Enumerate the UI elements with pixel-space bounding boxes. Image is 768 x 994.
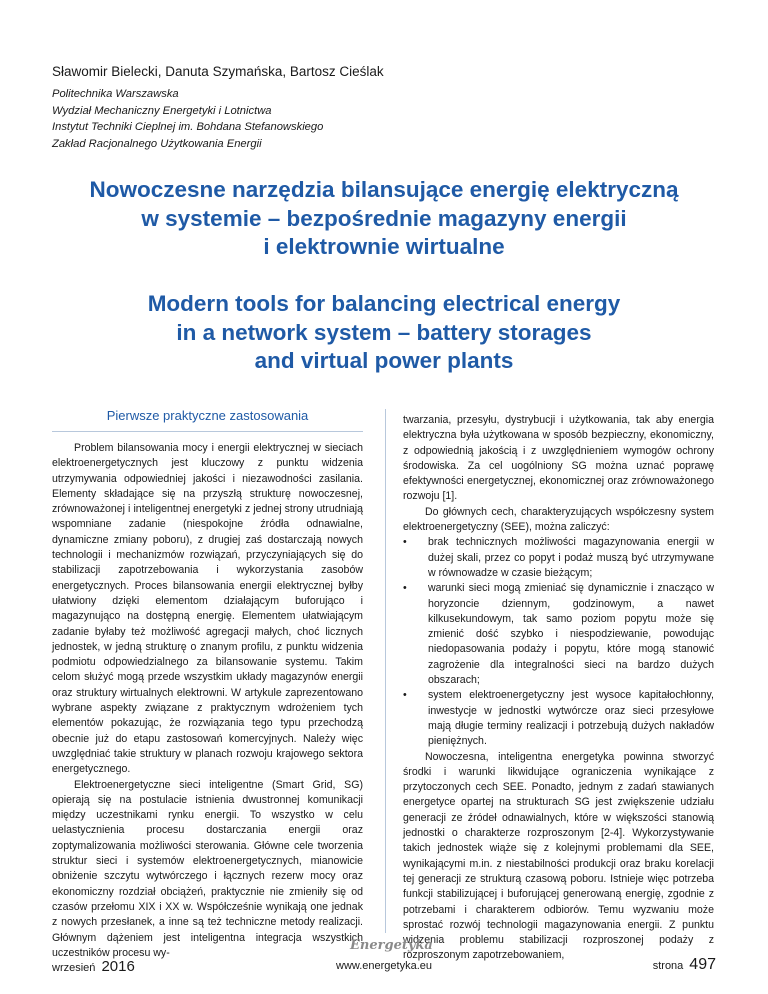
paragraph: Nowoczesna, inteligentna energetyka powinna stworzyć środki i warunki likwidujące ograniczenia wynikające z przytoczonych cech SEE. Ponadto, jednym z zadań stawianych energetyce opartej na strukturach SG jest zwiększenie udziału generacji ze źródeł odnawialnych, które w większości stanowią jednostki o charakterze rozproszonym [2-4]. Wykorzystywanie takich jednostek wiąże się z kolejnymi problemami dla SEE, wynikającymi m.in. z niestabilności produkcji oraz braku korelacji tej generacji ze strukturą czasową poboru. Istnieje więc potrzeba funkcji stabilizującej i buforującej generowaną energię, zgodnie z potrzebami i charakterem odbiorów. Temu wyzwaniu może sprostać rozwój technologii magazynowania energii. Z punktu widzenia problemu stabilizacji rozproszonej podaży z rozproszonym zapotrzebowaniem, [403,750,714,962]
authors: Sławomir Bielecki, Danuta Szymańska, Bartosz Cieślak [52,64,384,79]
section-heading: Pierwsze praktyczne zastosowania [106,408,309,423]
affiliation-line: Wydział Mechaniczny Energetyki i Lotnictwa [52,104,272,117]
affiliation-line: Instytut Techniki Cieplnej im. Bohdana Stefanowskiego [52,121,324,133]
right-column [403,413,714,964]
list-item-text: brak technicznych możliwości magazynowania energii w dużej skali, przez co popyt i podaż muszą być utrzymywane w równowadze w czasie bieżącym; [428,536,714,579]
page-footer [0,938,768,994]
title-line: and virtual power plants [254,348,514,373]
journal-logo: Energetyka [350,938,433,953]
left-column [52,408,363,961]
paragraph: Problem bilansowania mocy i energii elektrycznej w sieciach elektroenergetycznych jest kluczowy z punktu widzenia utrzymywania odpowiedniej jakości i niezawodności zasilania. Elementy składające się na przyszłą strukturę nowoczesnej, zrównoważonej i inteligentnej energetyki z jednej strony utrudniają wspomniane zadanie (niespokojne źródła odnawialne, dynamiczne zmiany poboru), z drugiej zaś dostarczają nowych technologii i mechanizmów rozwiązań, przyczyniających się do stabilizacji zapotrzebowania i wykorzystania zasobów energetycznych. Proces bilansowania energii elektrycznej byłby ułatwiony dzięki elementom działającym buforująco i magazynująco na dostępną energię. Elementem ułatwiającym zadanie byłaby też możliwość agregacji małych, choć licznych jednostek, w jedną strukturę o znanym profilu, z punktu widzenia podmiotu odpowiedzialnego za bilansowanie systemu. Takim celom służyć mogą przede wszystkim układy magazynów energii oraz struktury wirtualnych elektrowni. W artykule zaprezentowano wybrane aspekty związane z praktycznym wdrożeniem tych elementów pokazując, że rozwiązania tego typu przechodzą obecnie już do etapu zastosowań komercyjnych. Należy więc uwzględniać takie struktury w planach rozwoju krajowego sektora energetycznego. [52,442,363,776]
affiliation-line: Politechnika Warszawska [52,88,179,100]
list-item [403,688,714,749]
bullet-glyph: • [403,582,407,595]
title-line: in a network system – battery storages [176,319,592,345]
title-line: Modern tools for balancing electrical energy [147,291,621,316]
list-item-text: warunki sieci mogą zmieniać się dynamicznie i znacząco w horyzoncie dziennym, godzinowym, a nawet kilkusekundowym, tak samo poziom popytu może się zmienić dość szybko i niespodziewanie, powodując niedopasowania podaży i popytu, które mogą stanowić zagrożenie dla integralności sieci na bardzo dużych obszarach; [428,582,714,687]
title-line: w systemie – bezpośrednie magazyny energii [141,205,627,231]
page-label: strona [652,960,684,972]
title-polish [0,176,768,262]
affiliation-line: Zakład Racjonalnego Użytkowania Energii [52,137,262,150]
paragraph: twarzania, przesyłu, dystrybucji i użytkowania, tak aby energia elektryczna była użytkowana w sposób bezpieczny, ekonomiczny, z odpowiednią jakością i z uwzględnieniem wymogów ochrony środowiska. Za cel uogólniony SG można uznać poprawę efektywności energetycznej, ekonomicznej oraz zrównoważonego rozwoju [1]. [403,414,714,503]
bullet-glyph: • [403,689,407,702]
paragraph: Do głównych cech, charakteryzujących współczesny system elektroenergetyczny (SEE), można zaliczyć: [403,505,714,534]
bullet-list [403,535,714,749]
journal-url[interactable]: www.energetyka.eu [336,960,432,972]
title-english [0,290,768,376]
list-item [403,535,714,581]
list-item [403,581,714,688]
title-line: i elektrownie wirtualne [263,234,505,259]
page-number [653,956,716,974]
column-divider [385,409,386,933]
page-number-value: 497 [689,956,716,973]
affiliations [52,86,323,152]
list-item-text: system elektroenergetyczny jest wysoce kapitałochłonny, inwestycje w jednostki wytwórcze oraz sieci przesyłowe mają długie terminy realizacji i potrzebują dużych nakładów pieniężnych. [428,689,714,748]
title-line: Nowoczesne narzędzia bilansujące energię elektryczną [89,177,679,202]
paragraph: Elektroenergetyczne sieci inteligentne (Smart Grid, SG) opierają się na postulacie istnienia dwustronnej komunikacji między uczestnikami rynku energii. To wszystko w celu uelastycznienia procesu dostarczania energii oraz zoptymalizowania możliwości sterowania. Główne cele tworzenia struktur sieci i systemów elektroenergetycznych, mianowicie obniżenie szczytu wytwórczego i łącznych rezerw mocy oraz ekonomiczny rozdział obciążeń, praktycznie nie zmieniły się od czasów przełomu XIX i XX w. Współcześnie wynikają one jednak z nowych przesłanek, a inne są też techniczne metody realizacji. Głównym dążeniem jest inteligentna integracja wszystkich uczestników procesu wy- [52,778,363,959]
issue-year: 2016 [101,958,135,975]
issue-month: wrzesień [52,962,96,974]
bullet-glyph: • [403,536,407,549]
